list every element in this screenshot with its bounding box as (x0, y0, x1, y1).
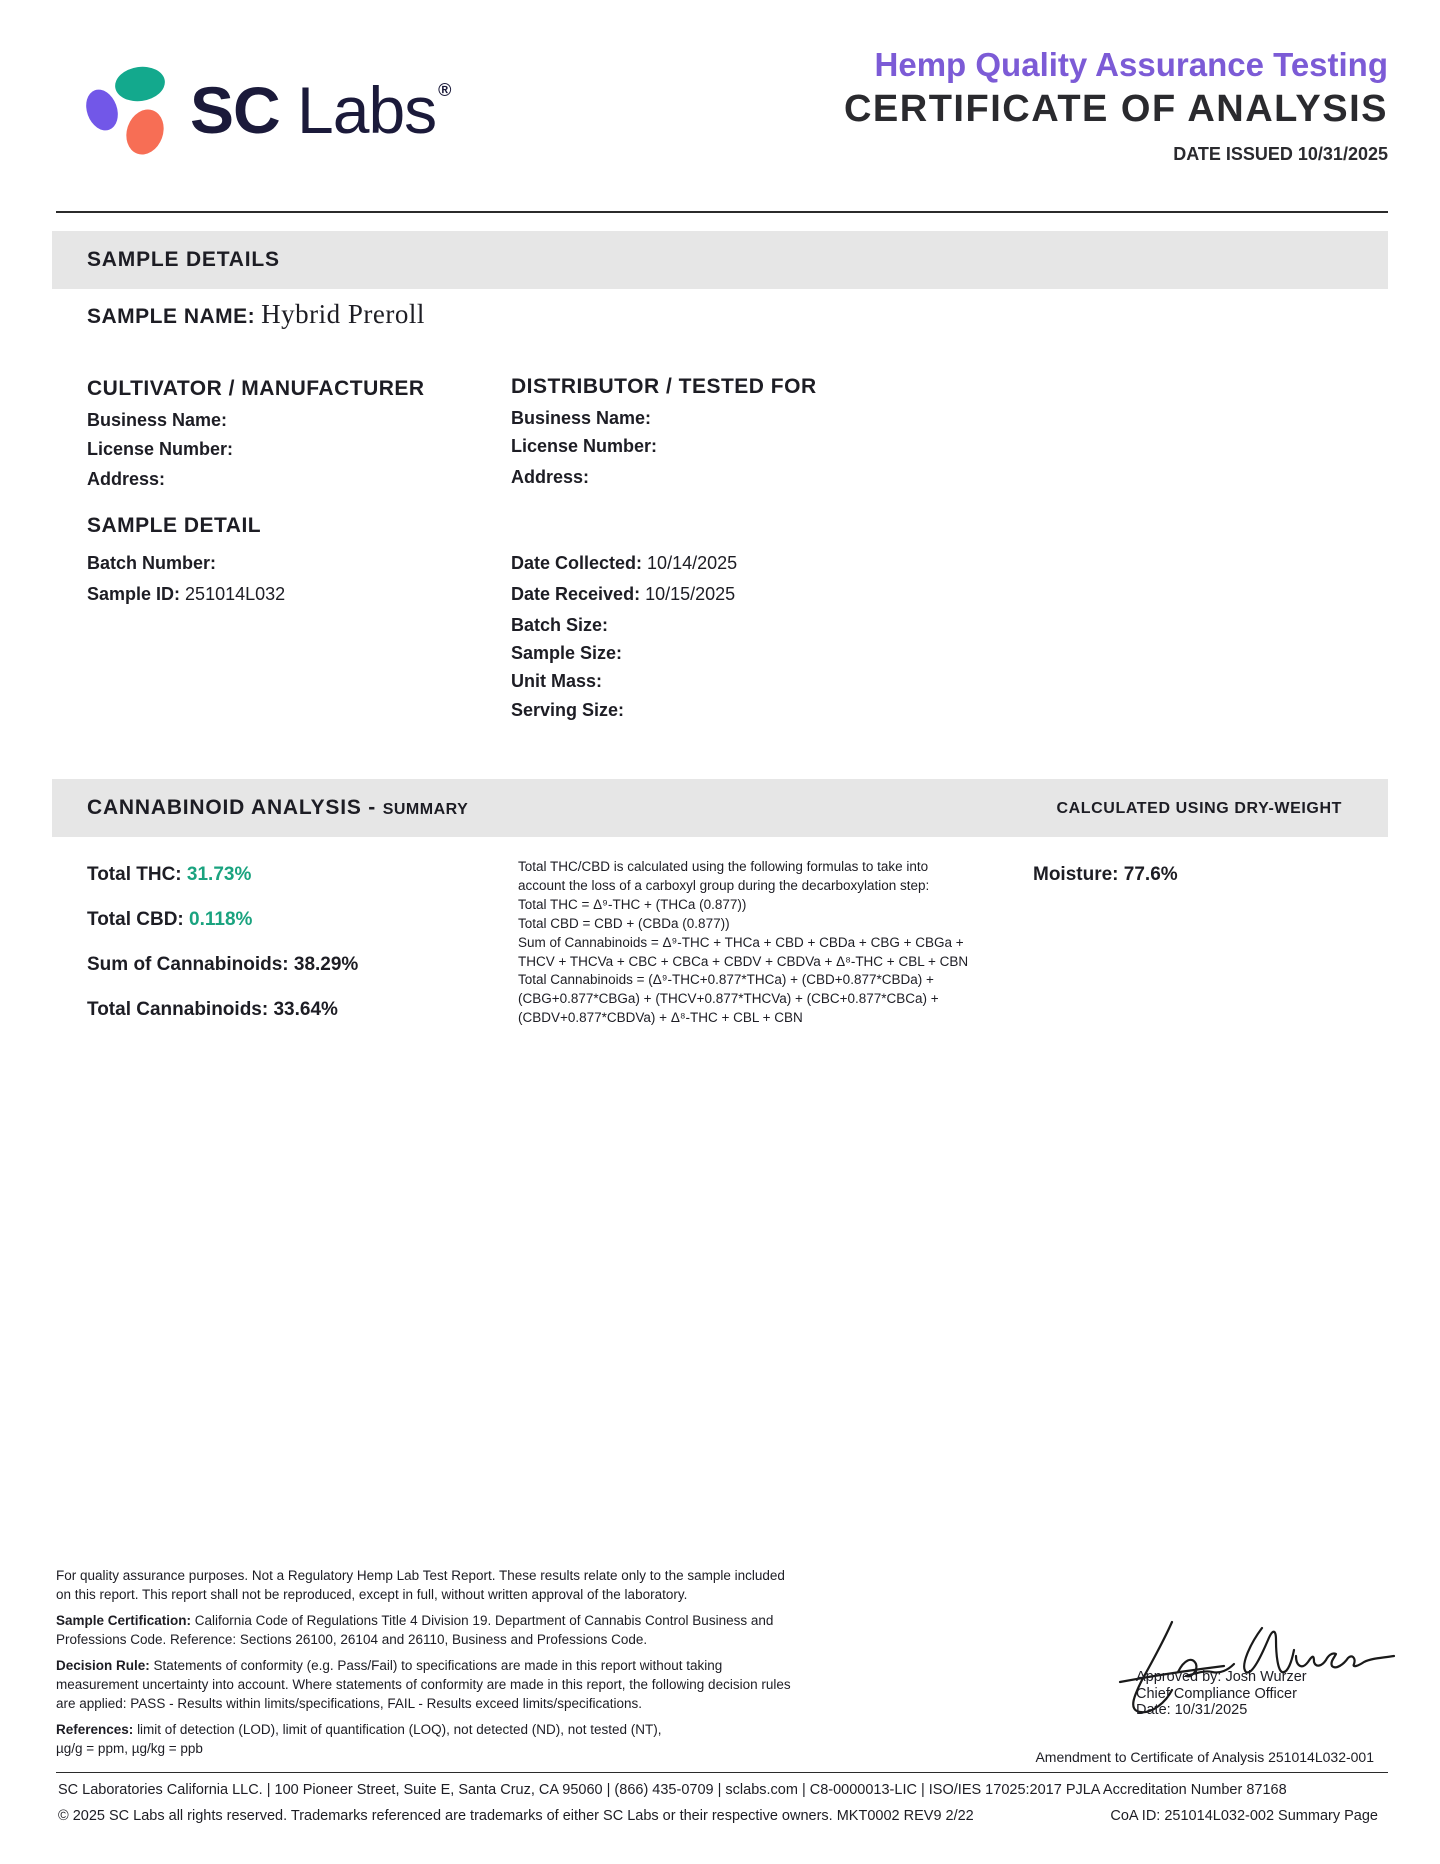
sum-cannabinoids-label: Sum of Cannabinoids: (87, 954, 289, 975)
sample-name-value: Hybrid Preroll (261, 299, 425, 329)
formula-line: Total Cannabinoids = (Δ⁹-THC+0.877*THCa) + (CBD+0.877*CBDa) + (518, 972, 934, 988)
sample-name-label: SAMPLE NAME: (87, 305, 256, 328)
formula-block (518, 858, 1008, 1028)
header-divider (56, 211, 1388, 213)
sample-name-row (87, 299, 425, 330)
formula-line: (CBG+0.877*CBGa) + (THCV+0.877*THCVa) + (CBC+0.877*CBCa) + (518, 991, 939, 1007)
footer-divider (56, 1772, 1388, 1773)
moisture-row (1033, 864, 1178, 886)
references-text: limit of detection (LOD), limit of quantification (LOQ), not detected (ND), not tested (NT), (137, 1722, 662, 1737)
logo-wordmark (190, 72, 450, 148)
cultivator-business-name: Business Name: (87, 410, 228, 430)
sample-size-label: Sample Size: (511, 643, 623, 663)
certification-text: California Code of Regulations Title 4 Division 19. Department of Cannabis Control Business and Professions Code. Reference: Sections 26100, 26104 and 26110, Business and Professions Code. (56, 1613, 774, 1647)
cannabinoid-bar (52, 779, 1388, 837)
certification-note (56, 1611, 796, 1649)
decision-rule-label: Decision Rule: (56, 1658, 150, 1673)
sample-id-label: Sample ID: (87, 584, 181, 604)
registered-mark: ® (438, 80, 451, 100)
date-collected-row (511, 553, 737, 574)
sample-detail-heading: SAMPLE DETAIL (87, 514, 262, 537)
cannabinoid-title-main: CANNABINOID ANALYSIS - (87, 796, 377, 819)
report-subtitle: Hemp Quality Assurance Testing (874, 46, 1388, 83)
sample-details-bar (52, 231, 1388, 289)
date-collected-label: Date Collected: (511, 553, 643, 573)
formula-line: account the loss of a carboxyl group during the decarboxylation step: (518, 877, 930, 893)
amendment-note: Amendment to Certificate of Analysis 251014L032-001 (1035, 1749, 1374, 1765)
company-info: SC Laboratories California LLC. | 100 Pioneer Street, Suite E, Santa Cruz, CA 95060 | (866) 435-0709 | sclabs.com | C8-0000013-LIC | ISO/IES 17025:2017 PJLA Accreditation Number 87168 (58, 1782, 1287, 1798)
cultivator-license-number: License Number: (87, 439, 234, 459)
formula-line: Total CBD = CBD + (CBDa (0.877)) (518, 915, 730, 931)
disclaimer-text: For quality assurance purposes. Not a Regulatory Hemp Lab Test Report. These results relate only to the sample included on this report. This report shall not be reproduced, except in full, without written approval of the laboratory. (56, 1568, 785, 1602)
report-title: CERTIFICATE OF ANALYSIS (843, 88, 1388, 130)
distributor-address: Address: (511, 467, 590, 487)
cultivator-address: Address: (87, 469, 166, 489)
batch-number-label: Batch Number: (87, 553, 217, 573)
moisture-value: 77.6% (1123, 864, 1178, 885)
footnotes (56, 1566, 796, 1765)
distributor-heading: DISTRIBUTOR / TESTED FOR (511, 375, 817, 398)
formula-line: THCV + THCVa + CBC + CBCa + CBDV + CBDVa + Δ⁸-THC + CBL + CBN (518, 953, 969, 969)
sample-id-row (87, 584, 285, 605)
distributor-business-name: Business Name: (511, 408, 652, 428)
formula-line: (CBDV+0.877*CBDVa) + Δ⁸-THC + CBL + CBN (518, 1010, 803, 1026)
approval-block (1136, 1669, 1307, 1719)
date-received-value: 10/15/2025 (645, 584, 736, 604)
date-collected-value: 10/14/2025 (647, 553, 738, 573)
sum-cannabinoids-row (87, 954, 358, 976)
total-cannabinoids-row (87, 999, 338, 1021)
batch-size-label: Batch Size: (511, 615, 609, 635)
cultivator-heading: CULTIVATOR / MANUFACTURER (87, 377, 425, 400)
logo-labs: Labs (297, 73, 437, 147)
cannabinoid-title (87, 796, 468, 820)
coa-id: CoA ID: 251014L032-002 Summary Page (1110, 1808, 1378, 1824)
total-cbd-label: Total CBD: (87, 909, 184, 930)
dry-weight-note: CALCULATED USING DRY-WEIGHT (1056, 800, 1342, 817)
sum-cannabinoids-value: 38.29% (293, 954, 359, 975)
sc-labs-logo (82, 66, 482, 162)
date-received-row (511, 584, 735, 605)
total-thc-row (87, 864, 251, 886)
formula-line: Total THC = Δ⁹-THC + (THCa (0.877)) (518, 896, 747, 912)
copyright: © 2025 SC Labs all rights reserved. Trademarks referenced are trademarks of either SC Labs or their respective owners. MKT0002 REV9 2/22 (58, 1808, 974, 1824)
formula-line: Sum of Cannabinoids = Δ⁹-THC + THCa + CBD + CBDa + CBG + CBGa + (518, 934, 964, 950)
serving-size-label: Serving Size: (511, 700, 625, 720)
total-cannabinoids-value: 33.64% (273, 999, 338, 1020)
certification-label: Sample Certification: (56, 1613, 192, 1628)
references-label: References: (56, 1722, 134, 1737)
total-thc-value: 31.73% (186, 864, 252, 885)
references-units: µg/g = ppm, µg/kg = ppb (56, 1741, 203, 1756)
moisture-label: Moisture: (1033, 864, 1119, 885)
decision-rule-note (56, 1656, 796, 1713)
total-thc-label: Total THC: (87, 864, 182, 885)
unit-mass-label: Unit Mass: (511, 671, 603, 691)
total-cbd-row (87, 909, 252, 931)
approved-by: Approved by: Josh Wurzer (1136, 1669, 1307, 1685)
references-note (56, 1720, 796, 1758)
approved-title: Chief Compliance Officer (1136, 1685, 1297, 1702)
cannabinoid-title-summary: SUMMARY (382, 801, 469, 818)
logo-sc: SC (190, 73, 280, 147)
formula-line: Total THC/CBD is calculated using the following formulas to take into (518, 859, 929, 874)
total-cbd-value: 0.118% (189, 909, 253, 930)
total-cannabinoids-label: Total Cannabinoids: (87, 999, 269, 1020)
date-issued: DATE ISSUED 10/31/2025 (1173, 144, 1388, 164)
distributor-license-number: License Number: (511, 436, 658, 456)
logo-mark-icon (82, 66, 178, 162)
decision-rule-text: Statements of conformity (e.g. Pass/Fail) to specifications are made in this report without taking measurement uncertainty into account. Where statements of conformity are made in this report, the following decision rules are applied: PASS - Results within limits/specifications, FAIL - Results exceed limits/specifications. (56, 1658, 791, 1711)
sample-id-value: 251014L032 (185, 584, 286, 604)
sample-details-title: SAMPLE DETAILS (87, 248, 280, 271)
date-received-label: Date Received: (511, 584, 641, 604)
approved-date: Date: 10/31/2025 (1136, 1702, 1248, 1718)
